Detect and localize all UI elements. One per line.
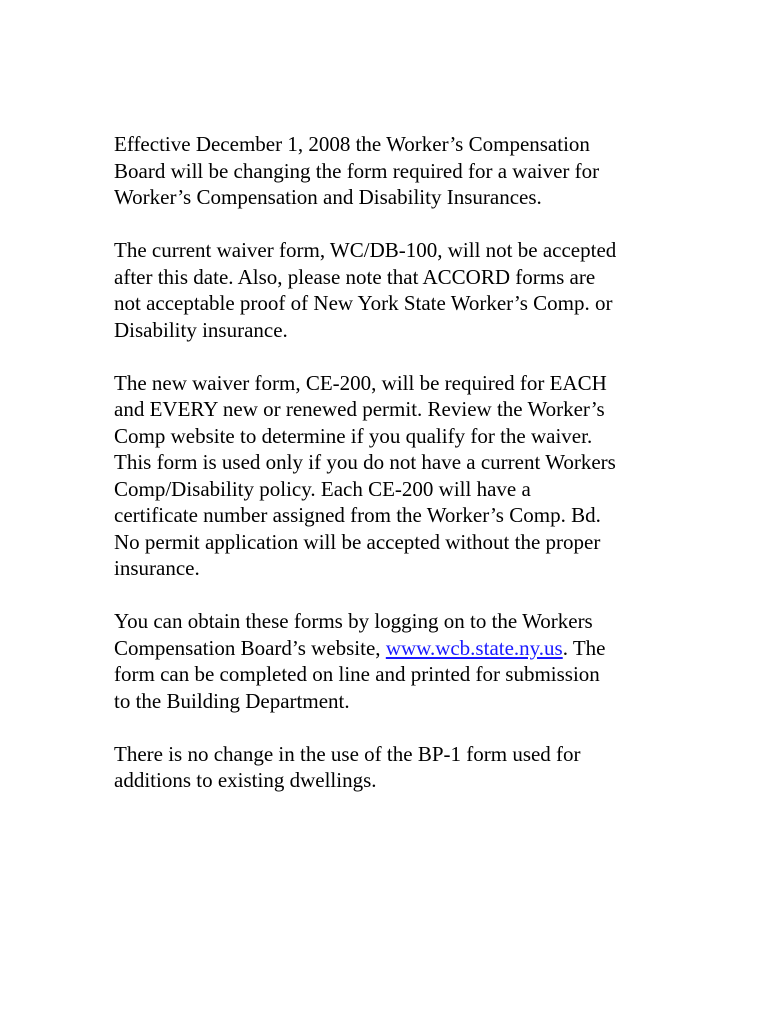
paragraph-line: Effective December 1, 2008 the Worker’s Compensation [114, 132, 590, 156]
document-body [114, 131, 674, 820]
paragraph-line: insurance. [114, 556, 200, 580]
paragraph-line: Board will be changing the form required for a waiver for [114, 158, 600, 183]
paragraph-line: not acceptable proof of New York State Worker’s Comp. or [114, 291, 613, 315]
paragraph-current-waiver [114, 237, 674, 343]
paragraph-line: There is no change in the use of the BP-1 form used for [114, 741, 581, 766]
paragraph-new-waiver [114, 370, 674, 582]
paragraph-line: This form is used only if you do not have a current Workers [114, 450, 616, 474]
paragraph-line: form can be completed on line and printed for submission [114, 662, 600, 686]
paragraph-line: additions to existing dwellings. [114, 768, 377, 792]
paragraph-bp1-form [114, 741, 674, 794]
paragraph-line: You can obtain these forms by logging on to the Workers [114, 609, 593, 633]
paragraph-effective-date [114, 131, 674, 211]
paragraph-line: No permit application will be accepted without the proper [114, 529, 601, 554]
paragraph-line: Comp/Disability policy. Each CE-200 will have a [114, 476, 531, 501]
paragraph-line: and EVERY new or renewed permit. Review the Worker’s [114, 397, 605, 421]
paragraph-line: Worker’s Compensation and Disability Insurances. [114, 185, 542, 209]
text-segment: Compensation Board’s website, [114, 635, 386, 660]
paragraph-line: Comp website to determine if you qualify for the waiver. [114, 423, 593, 448]
paragraph-line: Disability insurance. [114, 317, 288, 342]
wcb-website-link[interactable]: www.wcb.state.ny.us [385, 635, 563, 660]
paragraph-line-with-link [114, 635, 674, 662]
paragraph-line: certificate number assigned from the Worker’s Comp. Bd. [114, 503, 601, 527]
paragraph-line: after this date. Also, please note that ACCORD forms are [114, 264, 596, 289]
paragraph-line: to the Building Department. [114, 688, 350, 713]
paragraph-line: The current waiver form, WC/DB-100, will not be accepted [114, 238, 617, 262]
paragraph-line: The new waiver form, CE-200, will be required for EACH [114, 370, 607, 395]
paragraph-obtain-forms [114, 608, 674, 714]
text-segment: . The [562, 635, 606, 660]
